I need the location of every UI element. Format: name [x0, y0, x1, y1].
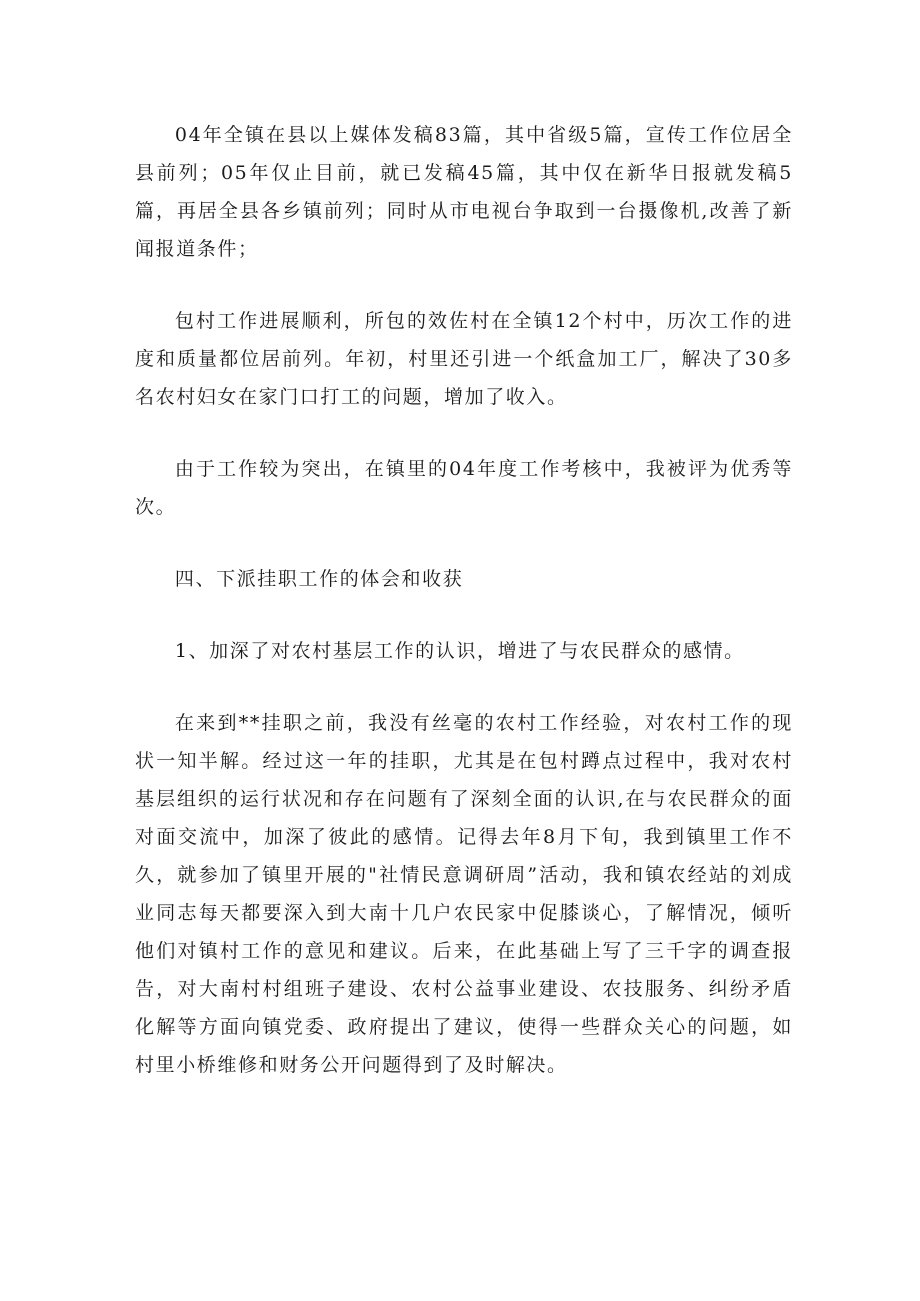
subheading-rural-understanding: 1、加深了对农村基层工作的认识，增进了与农民群众的感情。 — [174, 640, 745, 662]
paragraph-media-publicity: 04年全镇在县以上媒体发稿83篇，其中省级5篇，宣传工作位居全县前列；05年仅止目前，就已发稿45篇，其中仅在新华日报就发稿5篇，再居全县各乡镇前列；同时从市电视台争取到一台摄像机,改善了新闻报道条件； — [135, 124, 793, 260]
paragraph-evaluation: 由于工作较为突出，在镇里的04年度工作考核中，我被评为优秀等次。 — [135, 458, 793, 518]
document-body — [135, 116, 793, 1118]
section-heading-experience: 四、下派挂职工作的体会和收获 — [174, 568, 464, 590]
paragraph-village-work: 包村工作进展顺利，所包的效佐村在全镇12个村中，历次工作的进度和质量都位居前列。年初，村里还引进一个纸盒加工厂，解决了30多名农村妇女在家门口打工的问题，增加了收入。 — [135, 310, 793, 408]
paragraph-rural-experience: 在来到**挂职之前，我没有丝毫的农村工作经验，对农村工作的现状一知半解。经过这一年的挂职，尤其是在包村蹲点过程中，我对农村基层组织的运行状况和存在问题有了深刻全面的认识,在与农民群众的面对面交流中，加深了彼此的感情。记得去年8月下旬，我到镇里工作不久，就参加了镇里开展的"社情民意调研周”活动，我和镇农经站的刘成业同志每天都要深入到大南十几户农民家中促膝谈心，了解情况，倾听他们对镇村工作的意见和建议。后来，在此基础上写了三千字的调查报告，对大南村村组班子建设、农村公益事业建设、农技服务、纠纷矛盾化解等方面向镇党委、政府提出了建议，使得一些群众关心的问题，如村里小桥维修和财务公开问题得到了及时解决。 — [135, 712, 793, 1076]
